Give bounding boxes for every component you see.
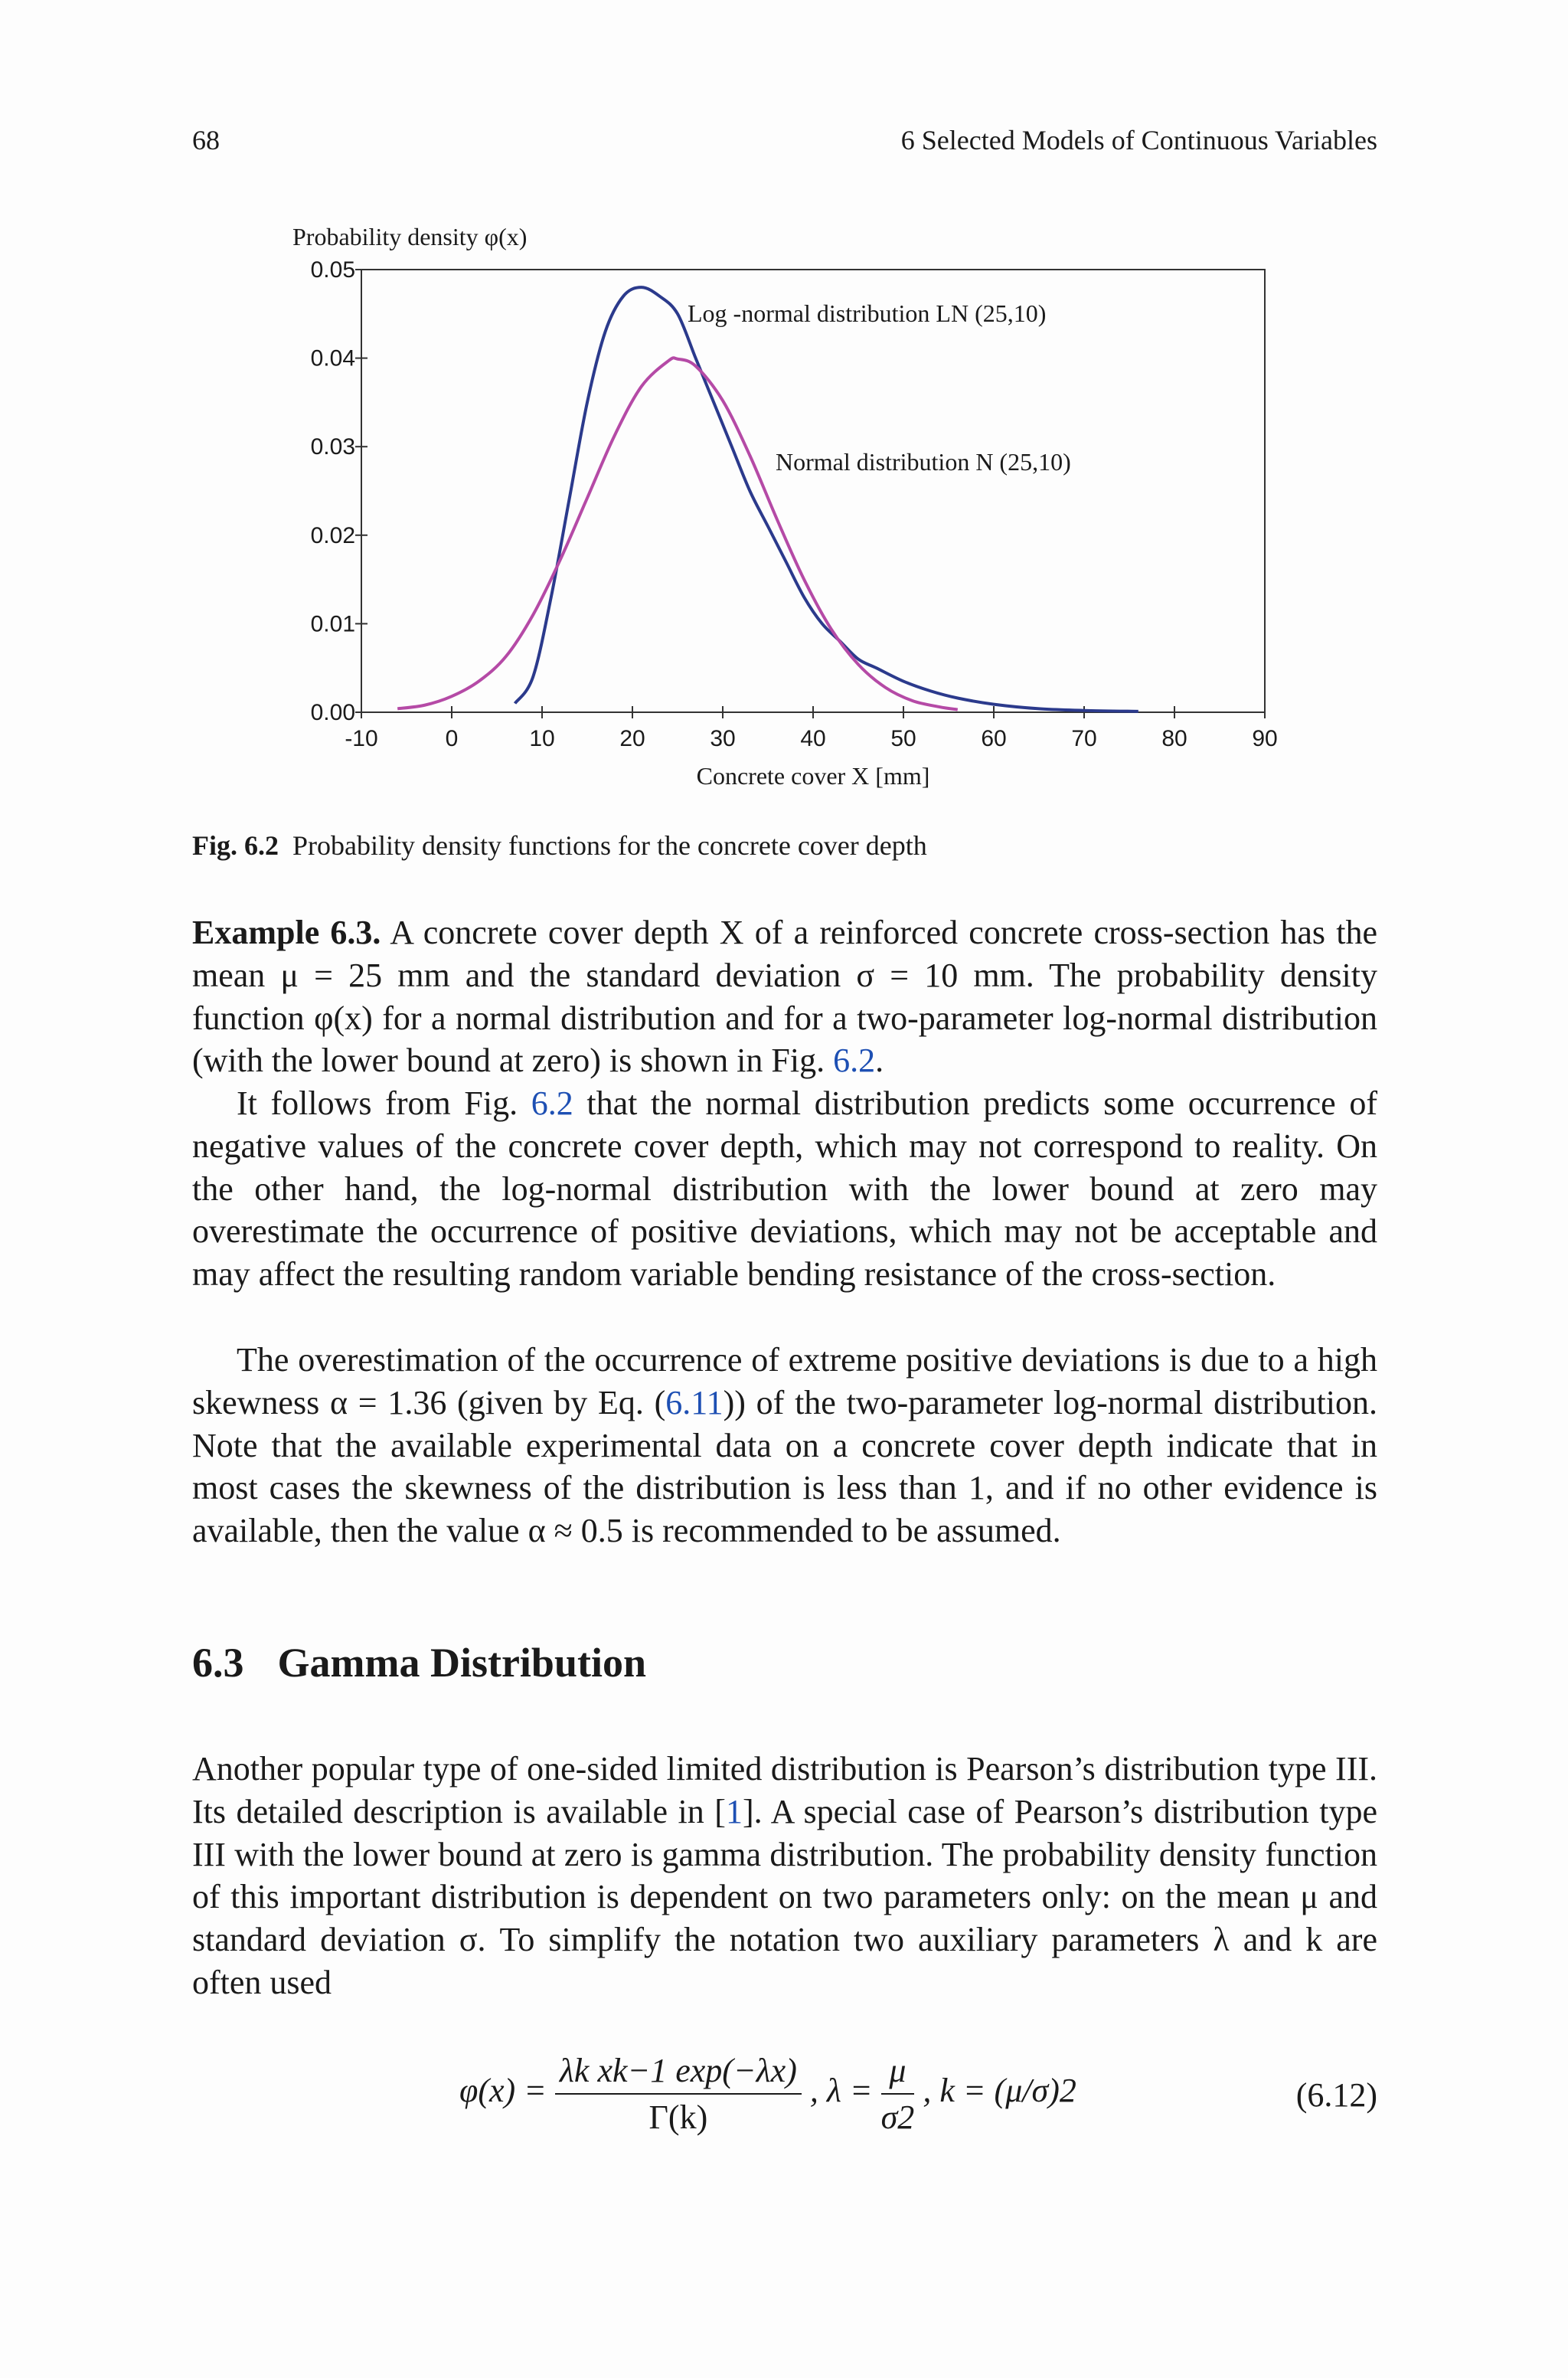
example-paragraph-1: Example 6.3. A concrete cover depth X of a reinforced concrete cross-section has the mean μ = 25 mm and the standard deviation σ = 10 mm. The probability density function φ(x) for a normal distribution and for a two-parameter log-normal distribution (with the lower bound at zero) is shown in Fig. 6.2. bbox=[192, 914, 1377, 1080]
eq-main-fraction bbox=[555, 2051, 802, 2137]
y-tick-label: 0.04 bbox=[310, 345, 355, 371]
x-tick-label: 0 bbox=[445, 726, 459, 751]
citation-link[interactable]: 1 bbox=[725, 1792, 743, 1830]
x-tick-label: 40 bbox=[800, 726, 826, 751]
x-tick-label: 50 bbox=[890, 726, 916, 751]
example-paragraph-3: The overestimation of the occurrence of extreme positive deviations is due to a high skewness α = 1.36 (given by Eq. (6.11)) of the two-parameter log-normal distribution. Note that the available experimental data on a concrete cover depth indicate that in most cases the skewness of the distribution is less than 1, and if no other evidence is available, then the value α ≈ 0.5 is recommended to be assumed. bbox=[192, 1341, 1378, 1550]
series-label-lognormal: Log -normal distribution LN (25,10) bbox=[688, 299, 1047, 327]
section-paragraph: Another popular type of one-sided limited distribution is Pearson’s distribution type III. Its detailed description is available in [1]. A special case of Pearson’s distribution type III with the lower bound at zero is gamma distribution. The probability density function of this important distribution is dependent on two parameters only: on the mean μ and standard deviation σ. To simplify the notation two auxiliary parameters λ and k are often used bbox=[192, 1750, 1377, 2001]
equation-number: (6.12) bbox=[1295, 2076, 1377, 2114]
plot-frame bbox=[361, 270, 1265, 712]
x-tick-label: 30 bbox=[710, 726, 736, 751]
x-tick-label: 60 bbox=[981, 726, 1007, 751]
equation-ref-link[interactable]: 6.11 bbox=[665, 1383, 724, 1421]
eq-numerator: λk xk−1 exp(−λx) bbox=[555, 2051, 802, 2095]
y-tick-label: 0.03 bbox=[310, 434, 355, 460]
example-paragraph-2: It follows from Fig. 6.2 that the normal distribution predicts some occurrence of negative values of the concrete cover depth, which may not correspond to reality. On the other hand, the log-normal distribution with the lower bound at zero may overestimate the occurrence of positive deviations, which may not be acceptable and may affect the resulting random variable bending resistance of the cross-section. bbox=[192, 1084, 1377, 1294]
series-group bbox=[397, 287, 1138, 711]
section-number: 6.3 bbox=[192, 1640, 244, 1686]
x-tick-label: -10 bbox=[345, 726, 378, 751]
eq-k-def: , k = bbox=[923, 2072, 986, 2110]
x-axis-label: Concrete cover X [mm] bbox=[696, 762, 930, 790]
running-head: 6 Selected Models of Continuous Variables bbox=[900, 125, 1377, 155]
x-tick-label: 20 bbox=[619, 726, 645, 751]
section-heading bbox=[192, 1639, 646, 1686]
series-label-normal: Normal distribution N (25,10) bbox=[776, 448, 1071, 476]
figure-ref-link[interactable]: 6.2 bbox=[833, 1042, 876, 1080]
page-number: 68 bbox=[192, 125, 220, 155]
eq-denominator: Γ(k) bbox=[648, 2098, 708, 2136]
series-line-lognormal bbox=[515, 287, 1138, 711]
section-title: Gamma Distribution bbox=[277, 1640, 647, 1686]
eq-lhs: φ(x) = bbox=[459, 2072, 547, 2110]
example-label: Example 6.3. bbox=[192, 914, 381, 951]
eq-k-expr: (μ/σ)2 bbox=[994, 2072, 1076, 2110]
axis-ticks bbox=[311, 257, 1278, 751]
figure-6-2-chart bbox=[0, 0, 1568, 812]
y-tick-label: 0.00 bbox=[310, 700, 355, 725]
x-tick-label: 90 bbox=[1252, 726, 1278, 751]
figure-ref-link[interactable]: 6.2 bbox=[531, 1084, 573, 1122]
eq-lambda-fraction: $\frac{\mu}{\sigma 2}$ bbox=[880, 2052, 915, 2136]
figure-caption bbox=[192, 829, 927, 862]
series-line-normal bbox=[397, 358, 958, 709]
y-tick-label: 0.05 bbox=[310, 257, 355, 283]
equation-6-12 bbox=[0, 2037, 1568, 2160]
figure-caption-text: Probability density functions for the concrete cover depth bbox=[292, 830, 927, 861]
eq-lambda-def: , λ = bbox=[809, 2072, 873, 2110]
x-tick-label: 80 bbox=[1161, 726, 1187, 751]
y-tick-label: 0.01 bbox=[310, 611, 355, 637]
y-tick-label: 0.02 bbox=[310, 522, 355, 548]
y-axis-label: Probability density φ(x) bbox=[292, 223, 528, 250]
x-tick-label: 70 bbox=[1071, 726, 1097, 751]
figure-caption-label: Fig. 6.2 bbox=[192, 830, 279, 861]
x-tick-label: 10 bbox=[529, 726, 555, 751]
